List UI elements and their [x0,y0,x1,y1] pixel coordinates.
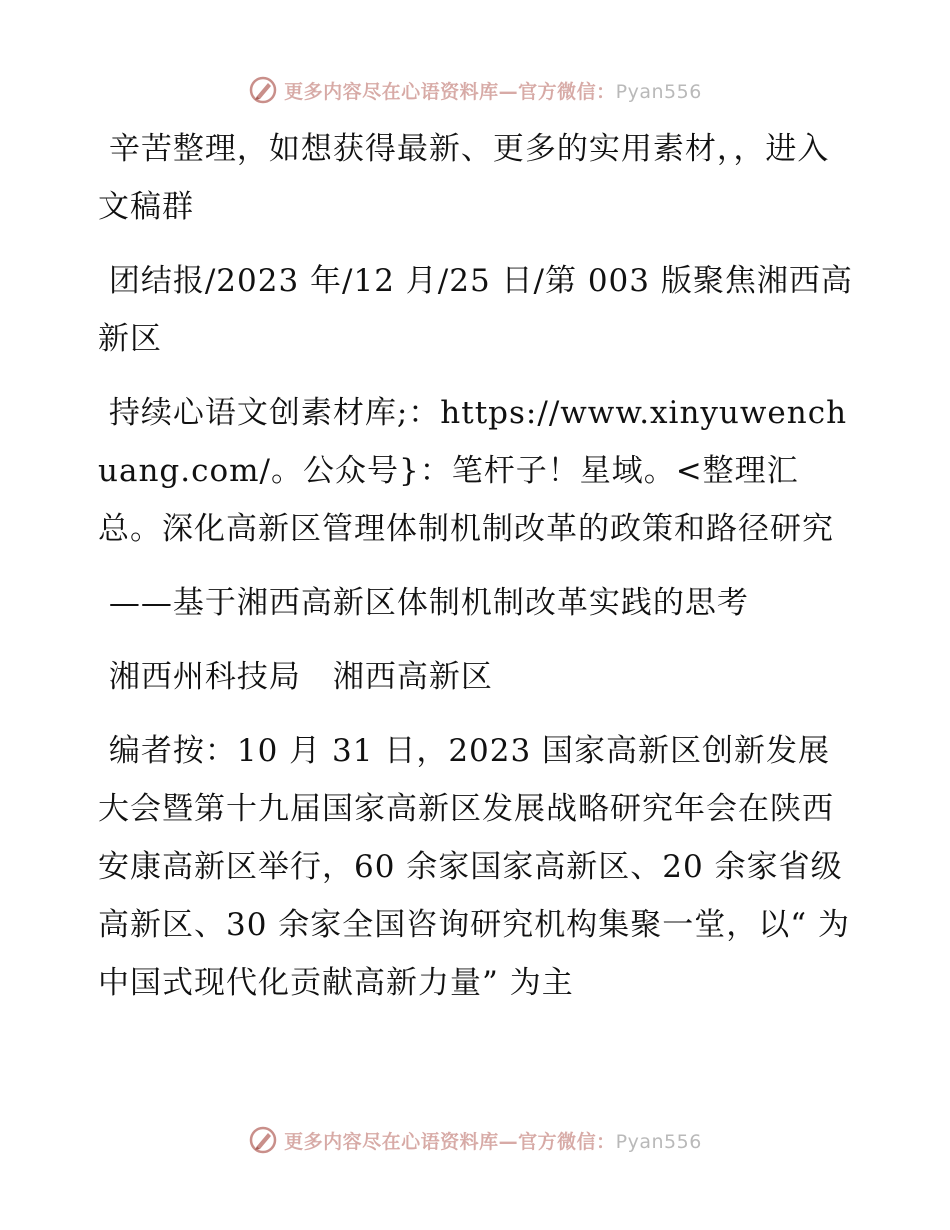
header-watermark-brand: Pyan556 [615,80,702,103]
paragraph-library-title: 持续心语文创素材库;：https://www.xinyuwenchuang.com/。公众号}：笔杆子！星域。<整理汇总。深化高新区管理体制机制改革的政策和路径研究 [98,395,848,547]
header-watermark-main: 更多内容尽在心语资料库—官方微信： [284,80,616,103]
header-watermark-banner [0,70,950,110]
header-watermark-text [284,77,702,104]
pen-logo-icon [248,1125,278,1155]
pen-logo-icon [248,75,278,105]
footer-watermark-main: 更多内容尽在心语资料库—官方微信： [284,1130,616,1153]
paragraph-intro: 辛苦整理，如想获得最新、更多的实用素材，，进入文稿群 [98,131,830,225]
paragraph-subtitle: ——基于湘西高新区体制机制改革实践的思考 [98,585,749,621]
footer-watermark-brand: Pyan556 [615,1130,702,1153]
footer-watermark-text [284,1127,702,1154]
paragraph-source: 团结报/2023 年/12 月/25 日/第 003 版聚焦湘西高新区 [98,263,853,357]
paragraph-editor-note: 编者按：10 月 31 日，2023 国家高新区创新发展大会暨第十九届国家高新区发展战略研究年会在陕西安康高新区举行，60 余家国家高新区、20 余家省级高新区、30 余家全国咨询研究机构集聚一堂，以“ 为中国式现代化贡献高新力量” 为主 [98,733,851,1001]
paragraph-authors: 湘西州科技局 湘西高新区 [98,659,493,695]
footer-watermark-banner [0,1120,950,1160]
document-body [98,120,858,1028]
